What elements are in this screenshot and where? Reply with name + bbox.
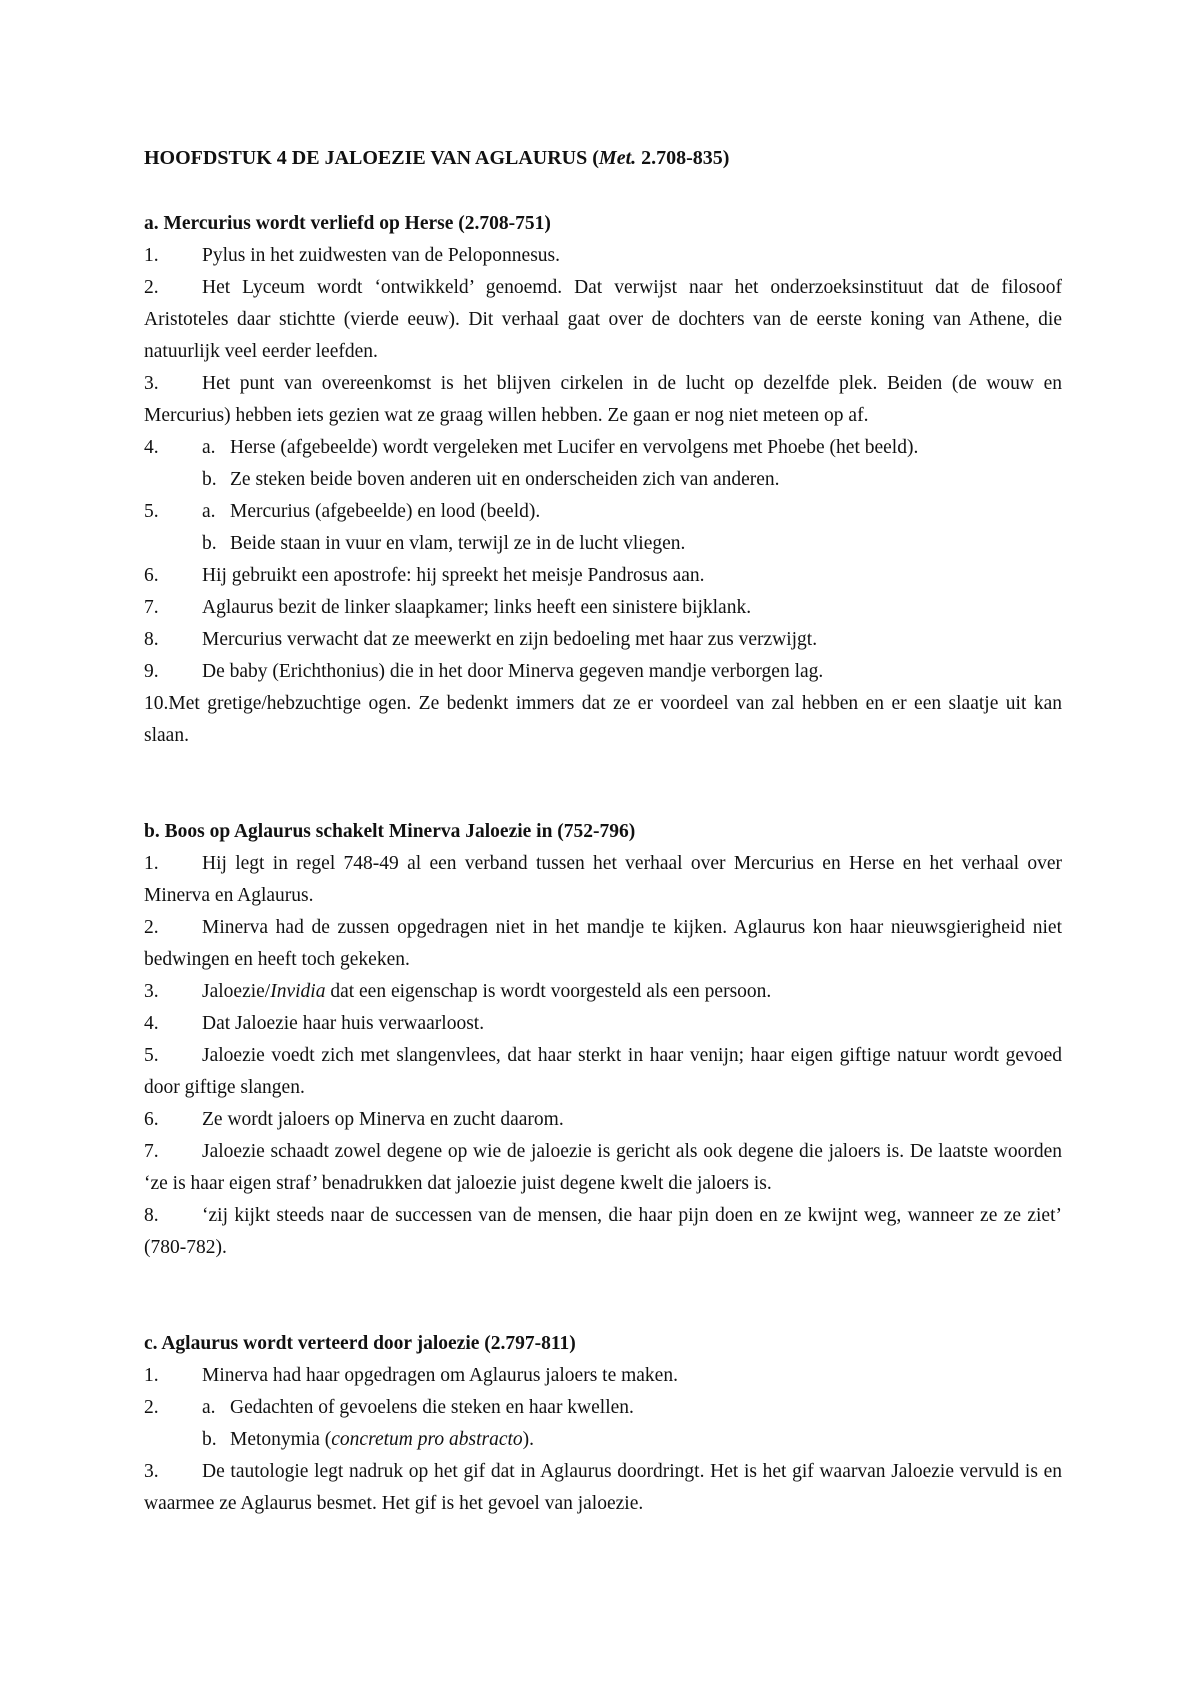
list-item: 5. Jaloezie voedt zich met slangenvlees, dat haar sterkt in haar venijn; haar eigen giftige natuur wordt gevoed door giftige slangen. [144,1045,1062,1098]
list-item: 8. ‘zij kijkt steeds naar de successen van de mensen, die haar pijn doen en ze kwijnt weg, wanneer ze ze ziet’ (780-782). [144,1205,1062,1258]
list-item: 4. a. Herse (afgebeelde) wordt vergeleken met Lucifer en vervolgens met Phoebe (het beeld). [144,437,919,458]
list-item: 3. Het punt van overeenkomst is het blijven cirkelen in de lucht op dezelfde plek. Beiden (de wouw en Mercurius) hebben iets gezien wat ze graag willen hebben. Ze gaan er nog niet meteen op af. [144,373,1062,426]
chapter-title-range: 2.708-835) [636,147,730,169]
list-item: 2. Het Lyceum wordt ‘ontwikkeld’ genoemd. Dat verwijst naar het onderzoeksinstituut dat de filosoof Aristoteles daar stichtte (vierde eeuw). Dit verhaal gaat over de dochters van de eerste koning van Athene, die natuurlijk veel eerder leefden. [144,277,1062,362]
list-item: 7. Aglaurus bezit de linker slaapkamer; links heeft een sinistere bijklank. [144,597,752,618]
list-item: 6. Hij gebruikt een apostrofe: hij spreekt het meisje Pandrosus aan. [144,565,705,586]
list-item: 9. De baby (Erichthonius) die in het door Minerva gegeven mandje verborgen lag. [144,661,824,682]
list-subitem: b. Metonymia (concretum pro abstracto). [202,1429,535,1450]
list-item: 3. De tautologie legt nadruk op het gif dat in Aglaurus doordringt. Het is het gif waarvan Jaloezie vervuld is en waarmee ze Aglaurus besmet. Het gif is het gevoel van jaloezie. [144,1461,1062,1514]
list-item: 1. Minerva had haar opgedragen om Aglaurus jaloers te maken. [144,1365,678,1386]
list-subitem: b. Ze steken beide boven anderen uit en onderscheiden zich van anderen. [202,469,780,490]
section-heading-b: b. Boos op Aglaurus schakelt Minerva Jaloezie in (752-796) [144,821,636,842]
section-heading-a: a. Mercurius wordt verliefd op Herse (2.708-751) [144,213,551,234]
chapter-title-text: HOOFDSTUK 4 DE JALOEZIE VAN AGLAURUS ( [144,147,599,169]
chapter-title-italic: Met. [598,147,637,169]
chapter-title [144,142,1062,174]
list-item: 4. Dat Jaloezie haar huis verwaarloost. [144,1013,485,1034]
list-item: 2. a. Gedachten of gevoelens die steken en haar kwellen. [144,1397,634,1418]
list-item: 1. Pylus in het zuidwesten van de Peloponnesus. [144,245,560,266]
section-heading-c: c. Aglaurus wordt verteerd door jaloezie (2.797-811) [144,1333,576,1354]
list-item: 8. Mercurius verwacht dat ze meewerkt en zijn bedoeling met haar zus verzwijgt. [144,629,818,650]
list-item: 7. Jaloezie schaadt zowel degene op wie de jaloezie is gericht als ook degene die jaloers is. De laatste woorden ‘ze is haar eigen straf’ benadrukken dat jaloezie juist degene kwelt die jaloers is. [144,1141,1062,1194]
list-item: 2. Minerva had de zussen opgedragen niet in het mandje te kijken. Aglaurus kon haar nieuwsgierigheid niet bedwingen en heeft toch gekeken. [144,917,1062,970]
list-item: 6. Ze wordt jaloers op Minerva en zucht daarom. [144,1109,564,1130]
list-item: 3. Jaloezie/Invidia dat een eigenschap is wordt voorgesteld als een persoon. [144,981,772,1002]
list-item: 10.Met gretige/hebzuchtige ogen. Ze bedenkt immers dat ze er voordeel van zal hebben en er een slaatje uit kan slaan. [144,693,1062,746]
list-subitem: b. Beide staan in vuur en vlam, terwijl ze in de lucht vliegen. [202,533,686,554]
list-item: 5. a. Mercurius (afgebeelde) en lood (beeld). [144,501,541,522]
list-item: 1. Hij legt in regel 748-49 al een verband tussen het verhaal over Mercurius en Herse en het verhaal over Minerva en Aglaurus. [144,853,1062,906]
